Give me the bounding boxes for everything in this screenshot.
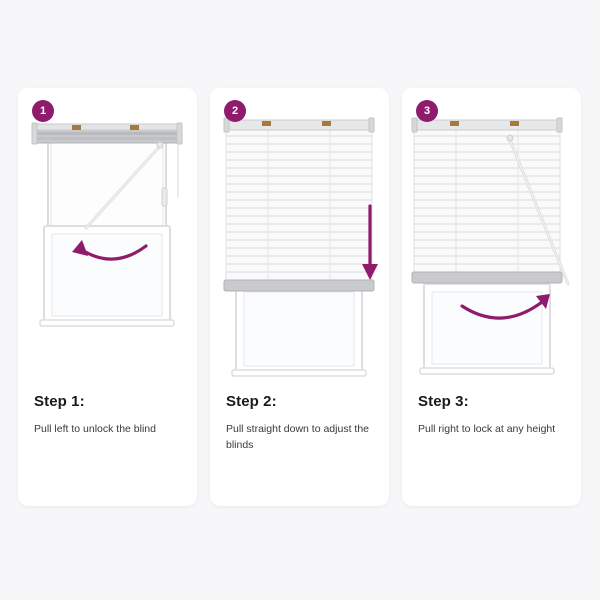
- step-caption-2: [226, 393, 376, 454]
- step-card-3[interactable]: [402, 88, 581, 506]
- step-number-badge-1: 1: [32, 100, 54, 122]
- step-caption-1: [34, 393, 184, 438]
- step-card-1[interactable]: [18, 88, 197, 506]
- step-illustration-3: [402, 88, 581, 388]
- step-title-2: Step 2:: [226, 393, 277, 410]
- step-description-2: Pull straight down to adjust the blinds: [226, 423, 370, 451]
- step-title-3: Step 3:: [418, 393, 469, 410]
- step-description-1: Pull left to unlock the blind: [34, 423, 156, 435]
- step-number-badge-2: 2: [224, 100, 246, 122]
- step-card-2[interactable]: [210, 88, 389, 506]
- step-illustration-2: [210, 88, 389, 388]
- step-number-badge-3: 3: [416, 100, 438, 122]
- step-card-list: [18, 88, 582, 506]
- step-title-1: Step 1:: [34, 393, 85, 410]
- step-caption-3: [418, 393, 568, 438]
- step-description-3: Pull right to lock at any height: [418, 423, 556, 435]
- step-illustration-1: [18, 88, 197, 388]
